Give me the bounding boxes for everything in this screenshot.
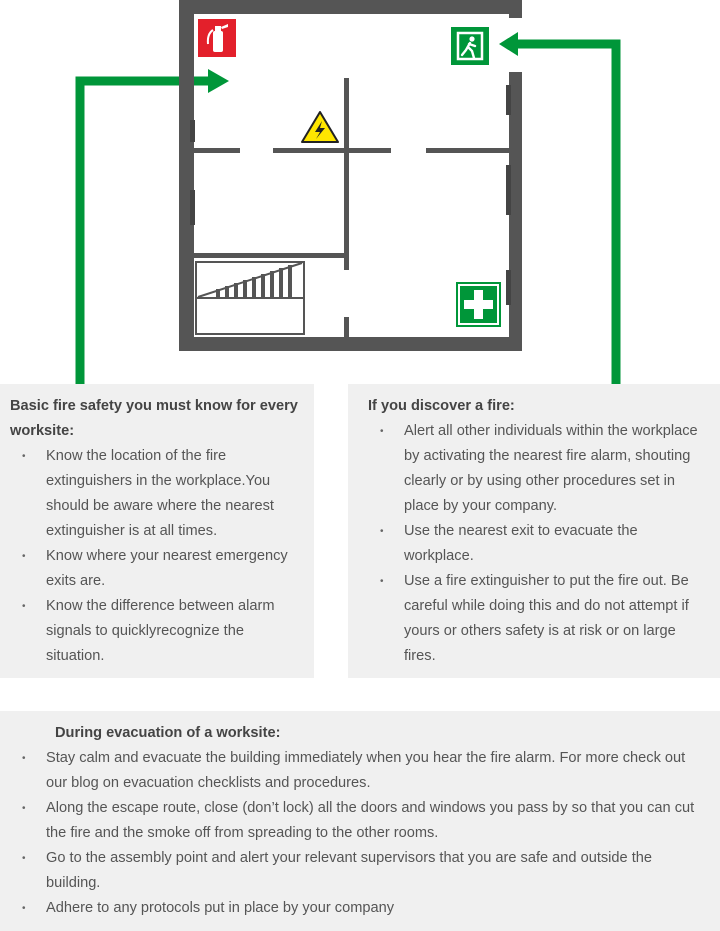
list-item: • Along the escape route, close (don’t lock) all the doors and windows you pass by so that you can cut the fire and the smoke off from spreading to the other rooms. — [10, 796, 710, 846]
basic-fire-safety-title: Basic fire safety you must know for every worksite: — [10, 398, 298, 439]
fire-extinguisher-sign — [198, 19, 236, 57]
evacuation-route-left — [80, 69, 229, 384]
evacuation-panel — [0, 711, 720, 931]
list-item: • Alert all other individuals within the workplace by activating the nearest fire alarm, shouting clearly or by using other procedures set in place by your company. — [368, 419, 710, 519]
discover-fire-list — [368, 419, 710, 669]
list-item: • Use the nearest exit to evacuate the workplace. — [368, 519, 710, 569]
list-item: • Stay calm and evacuate the building immediately when you hear the fire alarm. For more check out our blog on evacuation checklists and procedures. — [10, 746, 710, 796]
discover-fire-panel — [348, 384, 720, 678]
floor-plan — [0, 0, 720, 400]
staircase — [196, 262, 304, 334]
evacuation-list — [10, 746, 710, 921]
first-aid-sign — [456, 282, 501, 327]
list-item: • Know the difference between alarm signals to quicklyrecognize the situation. — [10, 594, 304, 669]
discover-fire-title: If you discover a fire: — [368, 398, 515, 414]
electrical-hazard-sign — [302, 112, 338, 142]
list-item: • Know where your nearest emergency exits are. — [10, 544, 304, 594]
evacuation-title: During evacuation of a worksite: — [55, 725, 281, 741]
basic-fire-safety-list — [10, 444, 304, 669]
list-item: • Adhere to any protocols put in place by your company — [10, 896, 710, 921]
basic-fire-safety-panel — [0, 384, 314, 678]
list-item: • Know the location of the fire extinguishers in the workplace.You should be aware where the nearest extinguisher is at all times. — [10, 444, 304, 544]
list-item: • Go to the assembly point and alert your relevant supervisors that you are safe and outside the building. — [10, 846, 710, 896]
emergency-exit-sign — [451, 27, 489, 65]
list-item: • Use a fire extinguisher to put the fire out. Be careful while doing this and do not attempt if yours or others safety is at risk or on large fires. — [368, 569, 710, 669]
